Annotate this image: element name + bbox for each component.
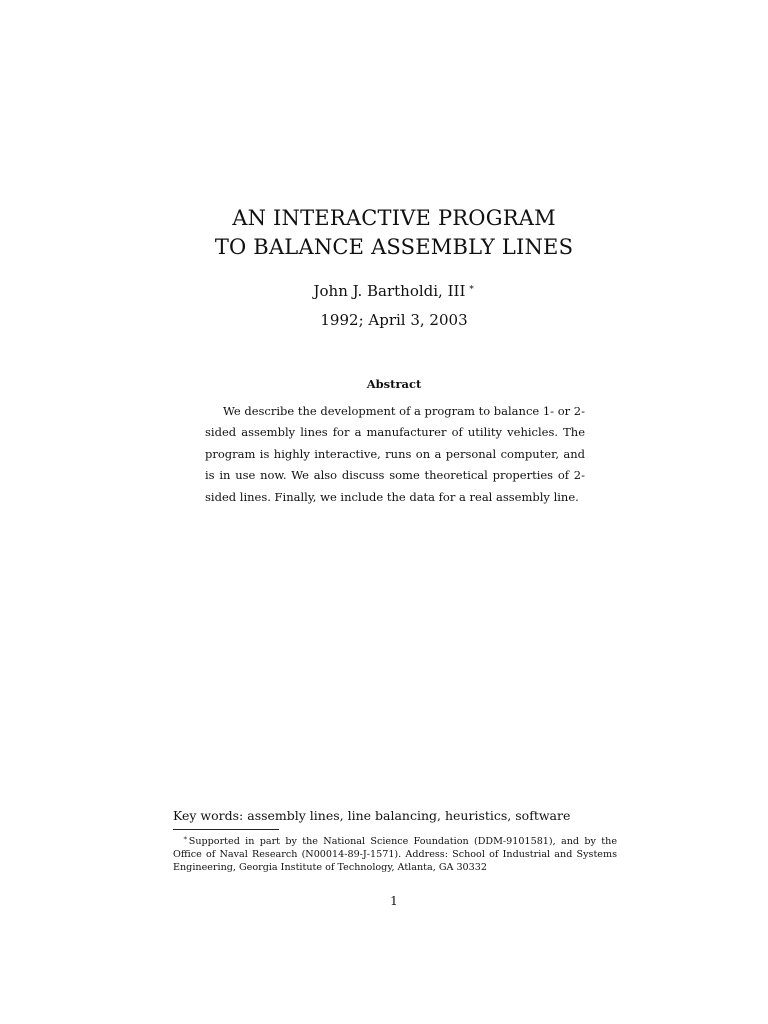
title-line-2: TO BALANCE ASSEMBLY LINES	[214, 235, 574, 259]
footnote-rule	[173, 829, 279, 830]
author-line	[0, 278, 768, 301]
paper-date: 1992; April 3, 2003	[320, 311, 468, 329]
abstract-heading: Abstract	[366, 377, 422, 391]
paper-title	[0, 204, 768, 262]
author-name: John J. Bartholdi, III	[313, 282, 466, 300]
footnote-mark: ∗	[183, 834, 188, 842]
author-footnote-mark: ∗	[468, 283, 475, 293]
footnote-text: Supported in part by the National Science Foundation (DDM-9101581), and by the Office of Naval Research (N00014-89-J-1571). Address: School of Industrial and Systems Engineering, Georgia Institute of Technology, Atlanta, GA 30332	[173, 836, 617, 874]
page-number: 1	[390, 894, 398, 908]
footnote	[173, 832, 617, 875]
keywords: Key words: assembly lines, line balancing, heuristics, software	[173, 808, 571, 823]
title-line-1: AN INTERACTIVE PROGRAM	[232, 206, 556, 230]
abstract-body: We describe the development of a program to balance 1- or 2-sided assembly lines for a manufacturer of utility vehicles. The program is highly interactive, runs on a personal computer, and is in use now. We also discuss some theoretical properties of 2-sided lines. Finally, we include the data for a real assembly line.	[205, 404, 585, 504]
